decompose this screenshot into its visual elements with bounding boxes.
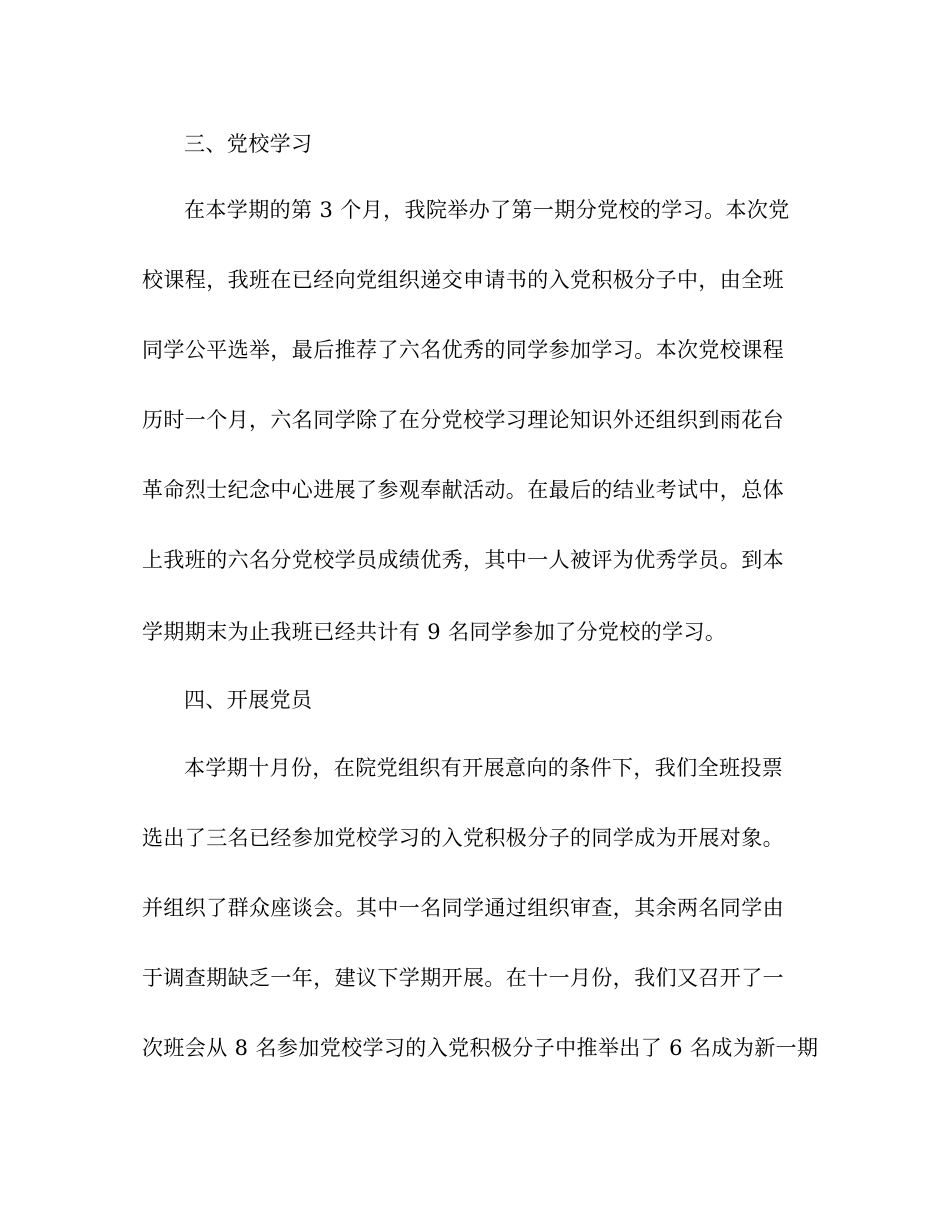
paragraph-line: 上我班的六名分党校学员成绩优秀，其中一人被评为优秀学员。到本: [142, 548, 784, 572]
paragraph-line: 在本学期的第 3 个月，我院举办了第一期分党校的学习。本次党: [184, 198, 790, 222]
section-heading-develop-members: 四、开展党员: [184, 688, 313, 712]
paragraph-line: 学期期末为止我班已经共计有 9 名同学参加了分党校的学习。: [142, 620, 727, 644]
paragraph-line: 次班会从 8 名参加党校学习的入党积极分子中推举出了 6 名成为新一期: [142, 1036, 819, 1060]
paragraph-line: 历时一个月，六名同学除了在分党校学习理论知识外还组织到雨花台: [142, 408, 784, 432]
paragraph-line: 革命烈士纪念中心进展了参观奉献活动。在最后的结业考试中，总体: [142, 478, 784, 502]
section-heading-party-school: 三、党校学习: [184, 132, 313, 156]
paragraph-line: 本学期十月份，在院党组织有开展意向的条件下，我们全班投票: [184, 756, 784, 780]
paragraph-line: 选出了三名已经参加党校学习的入党积极分子的同学成为开展对象。: [142, 826, 784, 850]
paragraph-line: 同学公平选举，最后推荐了六名优秀的同学参加学习。本次党校课程: [142, 338, 784, 362]
paragraph-line: 校课程，我班在已经向党组织递交申请书的入党积极分子中，由全班: [142, 268, 784, 292]
paragraph-line: 并组织了群众座谈会。其中一名同学通过组织审查，其余两名同学由: [142, 896, 784, 920]
paragraph-line: 于调查期缺乏一年，建议下学期开展。在十一月份，我们又召开了一: [142, 966, 784, 990]
